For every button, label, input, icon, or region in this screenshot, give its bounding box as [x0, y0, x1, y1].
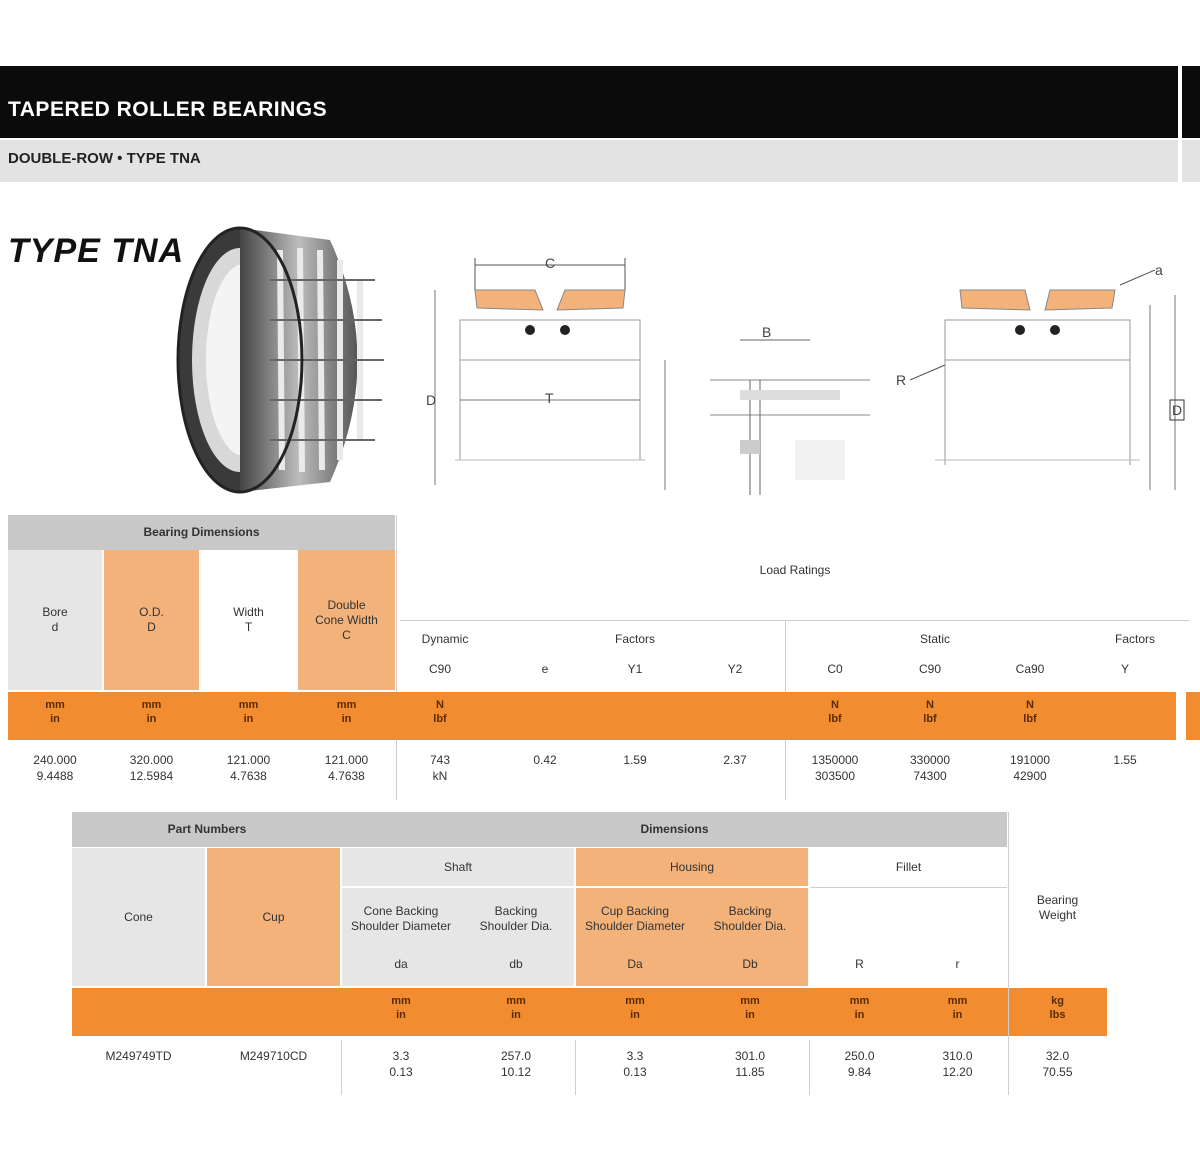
da-housing-value: 3.3 0.13	[623, 1049, 647, 1079]
dim-label-c: C	[545, 255, 556, 271]
divider	[1008, 812, 1009, 1095]
dim-label-t: T	[545, 390, 554, 406]
unit-label: mm in	[625, 995, 645, 1021]
page-subtitle: DOUBLE-ROW • TYPE TNA	[8, 150, 201, 167]
bore-value: 240.000 9.4488	[33, 753, 77, 783]
ca90-heading: Ca90	[1015, 661, 1045, 676]
dim-label-d-right: D	[1172, 402, 1183, 418]
c90-static-heading: C90	[918, 661, 941, 676]
unit-label: mm in	[391, 995, 411, 1021]
unit-label: mm in	[238, 699, 259, 725]
divider	[809, 1040, 810, 1095]
static-factors-heading: Factors	[1114, 631, 1155, 646]
unit-label: mm in	[45, 699, 65, 725]
units-strip-edge	[1186, 692, 1200, 740]
load-ratings-heading: Load Ratings	[759, 562, 831, 577]
cone-backing-shoulder-heading: Cone Backing Shoulder Diameter	[350, 904, 452, 933]
cone-heading: Cone	[72, 848, 205, 986]
shaft-backing-shoulder-heading: Backing Shoulder Dia.	[479, 904, 553, 933]
unit-label: mm in	[740, 995, 760, 1021]
dimensions-heading: Dimensions	[342, 812, 1007, 847]
c0-value: 1350000 303500	[811, 753, 859, 783]
da-heading: da	[394, 956, 408, 971]
header-bar-edge	[1182, 66, 1200, 138]
housing-backing-shoulder-heading: Backing Shoulder Dia.	[713, 904, 787, 933]
width-value: 121.000 4.7638	[226, 753, 271, 783]
y2-value: 2.37	[723, 753, 747, 767]
static-heading: Static	[919, 631, 950, 646]
unit-label: N lbf	[923, 699, 937, 725]
detail-drawing-middle	[700, 320, 880, 500]
dim-label-r: R	[896, 372, 907, 388]
dim-label-b: B	[762, 324, 772, 340]
fillet-r-value: 250.0 9.84	[844, 1049, 875, 1079]
cone-width-heading: Double Cone Width C	[298, 550, 395, 690]
dim-label-a: a	[1155, 262, 1163, 278]
type-label: TYPE TNA	[8, 232, 185, 270]
unit-label: kg lbs	[1049, 995, 1066, 1021]
shaft-heading: Shaft	[342, 848, 574, 886]
fillet-r-heading: R	[855, 956, 864, 971]
section-drawing-right	[890, 265, 1200, 500]
bearing-weight-value: 32.0 70.55	[1042, 1049, 1073, 1079]
dynamic-heading: Dynamic	[421, 631, 469, 646]
unit-label: mm in	[141, 699, 162, 725]
unit-label: N lbf	[1023, 699, 1037, 725]
fillet-r-small-value: 310.0 12.20	[942, 1049, 973, 1079]
divider	[341, 1040, 342, 1095]
factors-heading: Factors	[614, 631, 655, 646]
unit-label: N lbf	[433, 699, 447, 725]
od-heading: O.D. D	[104, 550, 199, 690]
divider	[400, 620, 1190, 621]
cup-heading: Cup	[207, 848, 340, 986]
subheader-bar-edge	[1182, 140, 1200, 182]
divider	[575, 1040, 576, 1095]
cup-part-number: M249710CD	[239, 1049, 308, 1063]
y-heading: Y	[1120, 661, 1129, 676]
divider	[810, 887, 1007, 888]
cup-backing-shoulder-heading: Cup Backing Shoulder Diameter	[584, 904, 686, 933]
db-housing-value: 301.0 11.85	[734, 1049, 766, 1079]
cone-width-value: 121.000 4.7638	[324, 753, 369, 783]
unit-label: mm in	[506, 995, 526, 1021]
bearing-dimensions-heading: Bearing Dimensions	[8, 515, 395, 550]
fillet-heading: Fillet	[895, 859, 922, 874]
unit-label: mm in	[336, 699, 357, 725]
section-drawing-left	[415, 250, 680, 495]
bearing-photo	[170, 220, 390, 505]
page-title: TAPERED ROLLER BEARINGS	[8, 98, 328, 121]
ca90-value: 191000 42900	[1009, 753, 1051, 783]
da-value: 3.3 0.13	[389, 1049, 413, 1079]
unit-label: N lbf	[828, 699, 842, 725]
da-housing-heading: Da	[627, 956, 643, 971]
housing-heading: Housing	[576, 848, 808, 886]
c0-heading: C0	[827, 661, 843, 676]
dim-label-d: D	[426, 392, 437, 408]
y-value: 1.55	[1113, 753, 1137, 767]
width-heading: Width T	[233, 605, 264, 634]
cone-part-number: M249749TD	[105, 1049, 172, 1063]
bore-heading: Bore d	[8, 550, 102, 690]
dynamic-rating-value: 743 kN	[429, 753, 451, 783]
y1-value: 1.59	[623, 753, 647, 767]
db-value: 257.0 10.12	[500, 1049, 532, 1079]
part-numbers-heading: Part Numbers	[72, 812, 342, 847]
e-value: 0.42	[533, 753, 557, 767]
y1-heading: Y1	[627, 661, 643, 676]
y2-heading: Y2	[727, 661, 743, 676]
db-housing-heading: Db	[742, 956, 758, 971]
od-value: 320.000 12.5984	[129, 753, 174, 783]
e-heading: e	[541, 661, 549, 676]
fillet-r-small-heading: r	[955, 956, 960, 971]
unit-label: mm in	[947, 995, 968, 1021]
c90-heading: C90	[428, 661, 451, 676]
bearing-weight-heading: Bearing Weight	[1036, 893, 1079, 922]
db-heading: db	[509, 956, 523, 971]
divider	[396, 515, 397, 800]
unit-label: mm in	[849, 995, 870, 1021]
c90-value: 330000 74300	[909, 753, 951, 783]
